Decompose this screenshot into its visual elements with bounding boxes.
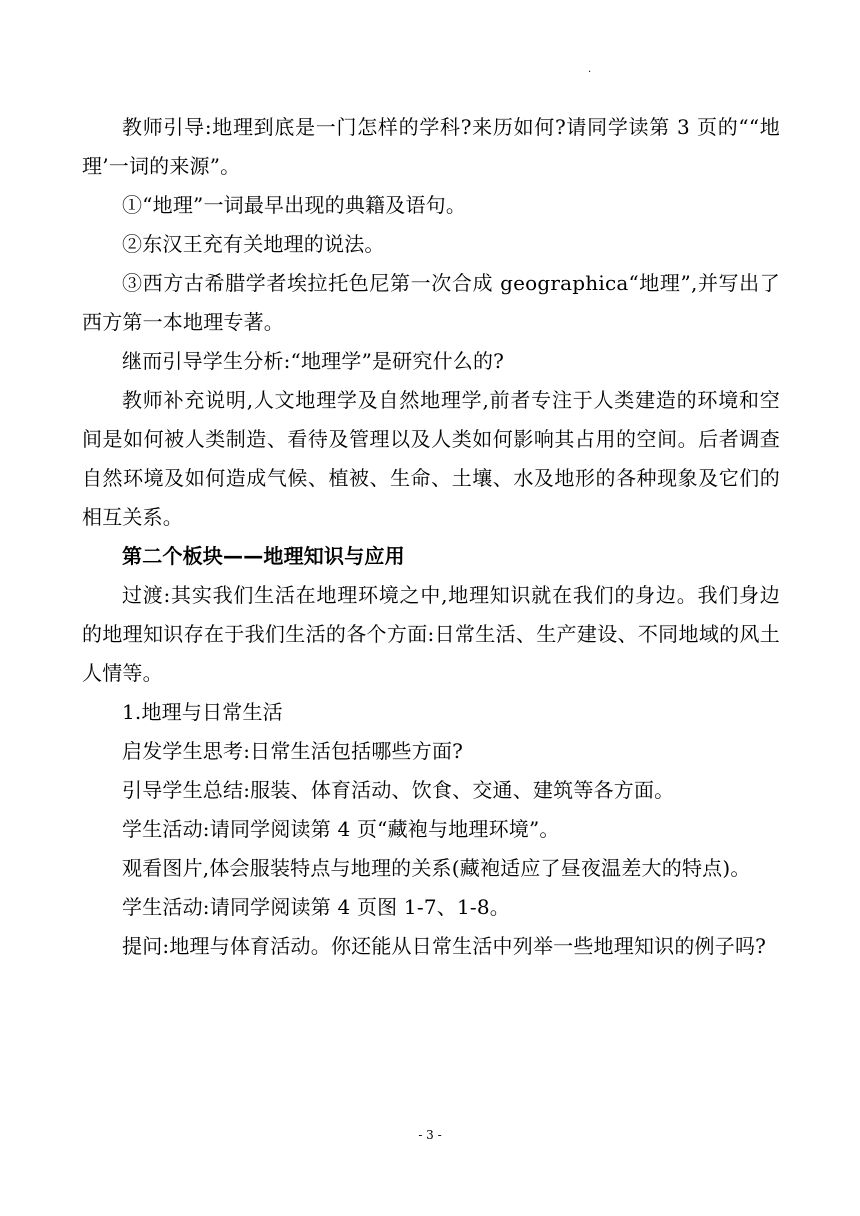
paragraph-summary: 引导学生总结:服装、体育活动、饮食、交通、建筑等各方面。	[122, 778, 675, 802]
paragraph-prompt-thinking: 启发学生思考:日常生活包括哪些方面?	[122, 739, 464, 763]
section-heading: 第二个板块——地理知识与应用	[122, 544, 405, 568]
page-number: - 3 -	[418, 1128, 442, 1142]
paragraph-observe-images: 观看图片,体会服装特点与地理的关系(藏袍适应了昼夜温差大的特点)。	[122, 856, 751, 880]
header-mark: .	[588, 64, 592, 75]
paragraph-guide-analysis: 继而引导学生分析:“地理学”是研究什么的?	[122, 349, 505, 373]
body-text	[82, 108, 780, 966]
paragraph-teacher-guidance: 教师引导:地理到底是一门怎样的学科?来历如何?请同学读第 3 页的““地理’一词的来源”。	[82, 115, 780, 178]
subsection-heading: 1.地理与日常生活	[122, 700, 283, 724]
paragraph-teacher-supplement: 教师补充说明,人文地理学及自然地理学,前者专注于人类建造的环境和空间是如何被人类制造、看待及管理以及人类如何影响其占用的空间。后者调查自然环境及如何造成气候、植被、生命、土壤、水及地形的各种现象及它们的相互关系。	[82, 388, 780, 529]
paragraph-activity-1: 学生活动:请同学阅读第 4 页“藏袍与地理环境”。	[122, 817, 560, 841]
paragraph-transition: 过渡:其实我们生活在地理环境之中,地理知识就在我们的身边。我们身边的地理知识存在于我们生活的各个方面:日常生活、生产建设、不同地域的风土人情等。	[82, 583, 780, 685]
paragraph-item-3: ③西方古希腊学者埃拉托色尼第一次合成 geographica“地理”,并写出了西方第一本地理专著。	[82, 271, 780, 334]
paragraph-item-2: ②东汉王充有关地理的说法。	[122, 232, 385, 256]
paragraph-question: 提问:地理与体育活动。你还能从日常生活中列举一些地理知识的例子吗?	[122, 934, 767, 958]
paragraph-activity-2: 学生活动:请同学阅读第 4 页图 1-7、1-8。	[122, 895, 510, 919]
paragraph-item-1: ①“地理”一词最早出现的典籍及语句。	[122, 193, 467, 217]
